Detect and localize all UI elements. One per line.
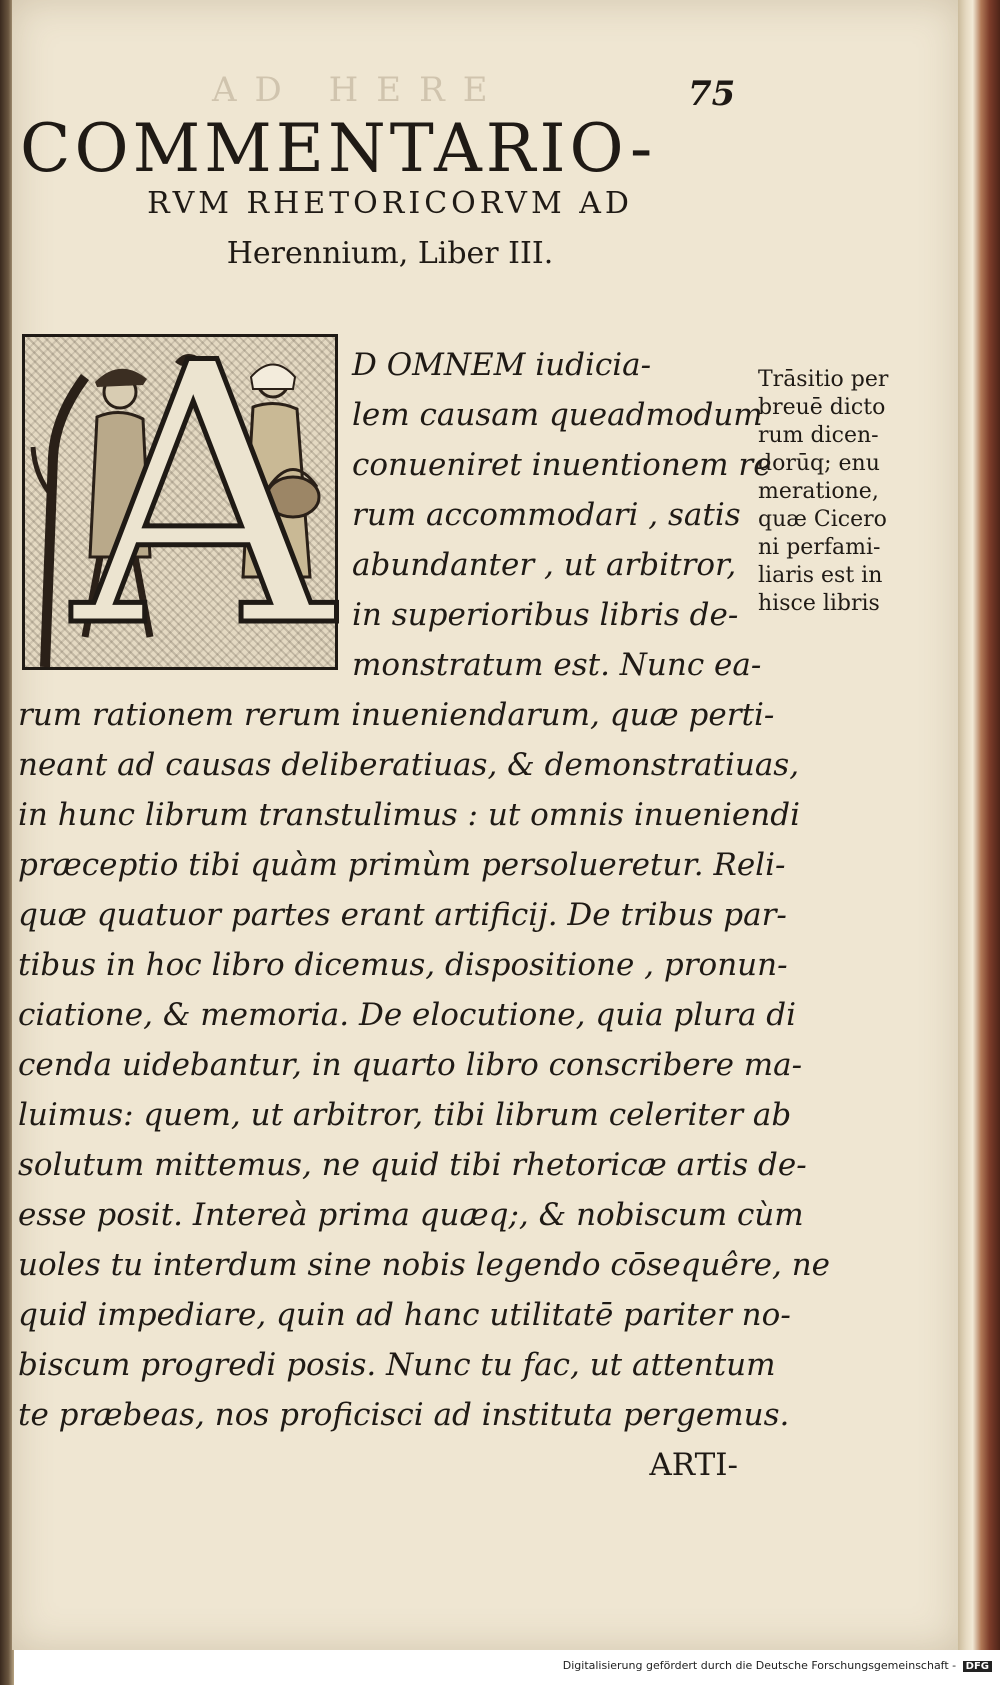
body-line: abundanter , ut arbitror,: [352, 547, 737, 583]
body-line: neant ad causas deliberatiuas, & demonstratiuas,: [18, 747, 800, 783]
body-line: in hunc librum transtulimus : ut omnis inueniendi: [18, 797, 800, 833]
body-line: te præbeas, nos proficisci ad instituta pergemus.: [18, 1397, 790, 1433]
dfg-logo: DFG: [963, 1661, 992, 1672]
body-line: lem causam queadmodum: [352, 397, 763, 433]
margin-note-line: ni perfami-: [758, 535, 881, 560]
body-line: solutum mittemus, ne quid tibi rhetoricæ artis de-: [18, 1147, 807, 1183]
body-line: rum rationem rerum inueniendarum, quæ perti-: [18, 697, 775, 733]
footer-text: Digitalisierung gefördert durch die Deutsche Forschungsgemeinschaft: [562, 1659, 949, 1672]
margin-note: [758, 366, 948, 618]
body-line: quid impediare, quin ad hanc utilitatē pariter no-: [18, 1297, 791, 1333]
margin-note-line: dorūq; enu: [758, 451, 880, 476]
catchword: ARTI-: [649, 1447, 738, 1483]
body-line: conueniret inuentionem re: [352, 447, 772, 483]
show-through-heading: AD HERE: [212, 70, 506, 110]
title-line-1: COMMENTARIO-: [20, 110, 657, 187]
body-line: luimus: quem, ut arbitror, tibi librum celeriter ab: [18, 1097, 792, 1133]
body-line: esse posit. Intereà prima quæq;, & nobiscum cùm: [18, 1197, 804, 1233]
body-line: quæ quatuor partes erant artificij. De tribus par-: [18, 897, 787, 933]
margin-note-line: hisce libris: [758, 591, 880, 616]
body-line: rum accommodari , satis: [352, 497, 741, 533]
body-line: præceptio tibi quàm primùm persolueretur. Reli-: [18, 847, 786, 883]
digitization-credit: Digitalisierung gefördert durch die Deutsche Forschungsgemeinschaft - DFG: [563, 1659, 992, 1672]
book-edge-right: [958, 0, 1000, 1650]
body-line: ciatione, & memoria. De elocutione, quia plura di: [18, 997, 797, 1033]
body-line: cenda uidebantur, in quarto libro conscribere ma-: [18, 1047, 803, 1083]
margin-note-line: liaris est in: [758, 563, 883, 588]
margin-note-line: breuē dicto: [758, 395, 886, 420]
title-line-3: Herennium, Liber III.: [226, 236, 554, 271]
margin-note-line: quæ Cicero: [758, 507, 887, 532]
body-line: uoles tu interdum sine nobis legendo cōsequêre, ne: [18, 1247, 831, 1283]
margin-note-line: Trāsitio per: [758, 367, 889, 392]
body-line: biscum progredi posis. Nunc tu fac, ut attentum: [18, 1347, 776, 1383]
margin-note-line: meratione,: [758, 479, 879, 504]
initial-letter: A: [73, 287, 333, 706]
body-line: monstratum est. Nunc ea-: [352, 647, 762, 683]
title-line-2: RVM RHETORICORVM AD: [147, 186, 633, 221]
body-line: tibus in hoc libro dicemus, dispositione , pronun-: [18, 947, 788, 983]
body-line: in superioribus libris de-: [352, 597, 739, 633]
page-number: 75: [688, 74, 736, 114]
body-line: D OMNEM iudicia-: [352, 347, 652, 383]
margin-note-line: rum dicen-: [758, 423, 879, 448]
